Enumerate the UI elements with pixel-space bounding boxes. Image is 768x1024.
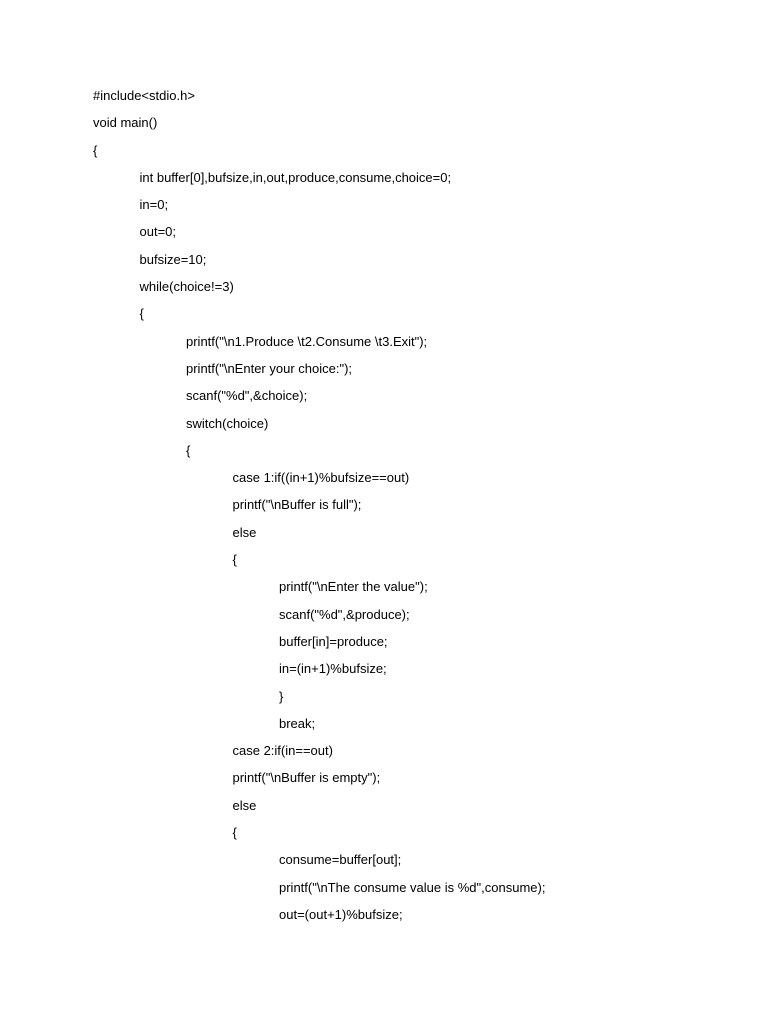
- code-line: {: [232, 825, 237, 841]
- code-line: out=0;: [139, 224, 177, 240]
- code-line: printf("\nThe consume value is %d",consume);: [279, 879, 546, 895]
- code-line: scanf("%d",&choice);: [186, 388, 308, 404]
- code-line: int buffer[0],bufsize,in,out,produce,consume,choice=0;: [139, 169, 452, 185]
- code-line: printf("\n1.Produce \t2.Consume \t3.Exit");: [186, 333, 428, 349]
- code-line: consume=buffer[out];: [279, 852, 402, 868]
- code-line: else: [232, 524, 257, 540]
- code-line: bufsize=10;: [139, 251, 207, 267]
- code-line: in=0;: [139, 197, 169, 213]
- code-line: #include<stdio.h>: [93, 88, 195, 103]
- code-line: break;: [279, 715, 316, 731]
- code-line: else: [232, 797, 257, 813]
- code-line: case 2:if(in==out): [232, 743, 333, 759]
- code-line: scanf("%d",&produce);: [279, 606, 410, 622]
- code-line: {: [139, 306, 144, 322]
- code-line: switch(choice): [186, 415, 269, 431]
- code-line: {: [186, 442, 191, 458]
- code-line: printf("\nBuffer is empty");: [232, 770, 381, 786]
- code-line: while(choice!=3): [139, 279, 234, 295]
- code-line: }: [279, 688, 284, 704]
- code-line: {: [93, 142, 98, 158]
- code-line: printf("\nEnter the value");: [279, 579, 428, 595]
- code-line: out=(out+1)%bufsize;: [279, 906, 403, 922]
- code-line: printf("\nBuffer is full");: [232, 497, 362, 513]
- code-listing: [93, 82, 733, 928]
- code-line: case 1:if((in+1)%bufsize==out): [232, 470, 410, 486]
- code-line: printf("\nEnter your choice:");: [186, 360, 353, 376]
- code-line: void main(): [93, 115, 158, 131]
- code-line: {: [232, 552, 237, 568]
- code-line: in=(in+1)%bufsize;: [279, 661, 387, 677]
- code-line: buffer[in]=produce;: [279, 633, 388, 649]
